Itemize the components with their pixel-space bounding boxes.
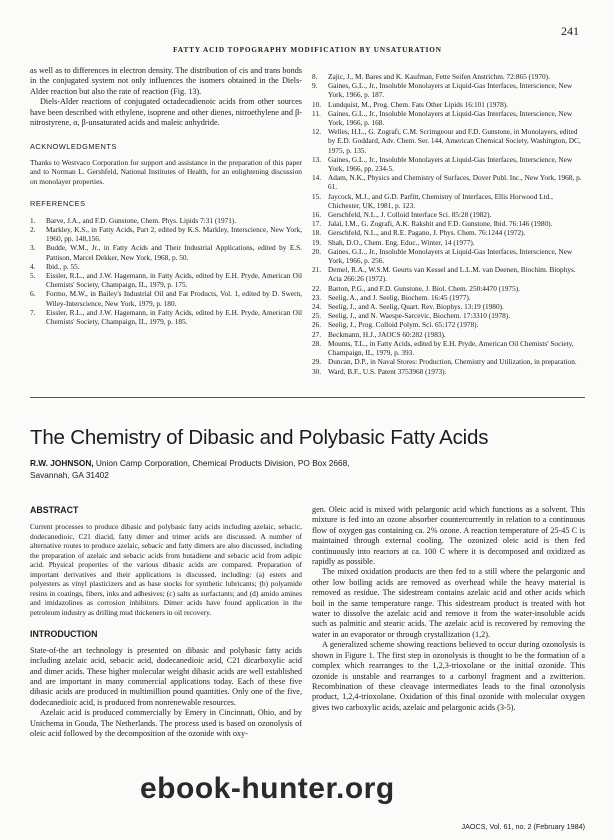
ack-text: Thanks to Westvaco Corporation for support and assistance in the preparation of this paper and to Norman L. Gershfeld, National Institutes of Health, for an enlightening discussion on monolayer properties. [30,157,302,186]
reference-number: 5. [30,270,36,280]
author-block [30,458,450,481]
reference-item [30,243,302,261]
reference-number: 18. [312,228,322,238]
reference-item [30,308,302,326]
reference-item [312,302,585,311]
reference-number: 9. [312,81,318,91]
reference-text: Markley, K.S., in Fatty Acids, Part 2, edited by K.S. Markley, Interscience, New York, 1960, pp. 148,156. [46,224,302,244]
reference-text: Barton, P.G., and F.D. Gunstone, J. Biol. Chem. 250:4470 (1975). [328,283,520,293]
reference-number: 24. [312,302,322,312]
reference-item [30,289,302,307]
reference-number: 26. [312,320,322,330]
reference-text: Gerschfeld, N.L., and R.E. Pagano, J. Phys. Chem. 76:1244 (1972). [328,228,526,238]
reference-item [312,155,585,173]
reference-number: 4. [30,261,36,271]
reference-number: 6. [30,289,36,299]
reference-text: Ibid., p. 55. [46,261,80,271]
reference-item [312,320,585,329]
reference-text: Welles, H.L., G. Zografi, C.M. Scrimgeour and F.D. Gunstone, in Monolayers, edited by E.D. Goddard, Adv. Chem. Ser. 144, American Chemical Society, Washington, DC, 1975, p. 135. [328,127,581,155]
left-top-column [30,66,302,326]
reference-number: 30. [312,366,322,376]
affiliation: Union Camp Corporation, Chemical Products Division, PO Box 2668, [93,458,350,468]
reference-number: 7. [30,307,36,317]
reference-text: Gaines, G.L., Jr., Insoluble Monolayers at Liquid-Gas Interfaces, Interscience, New York, 1966, p. 256. [328,246,573,266]
reference-number: 17. [312,219,322,229]
reference-text: Adam, N.K., Physics and Chemistry of Surfaces, Dover Publ. Inc., New York, 1968, p. 61. [328,173,582,192]
references-heading: REFERENCES [30,199,86,209]
reference-item [312,100,585,109]
paragraph: The mixed oxidation products are then fed to a still where the pelargonic and other low boiling acids are removed as overhead while the heavy material is removed as residue. The sidestream contains azelaic acid and other acids which boil in the same temperature range. This sidestream product is treated with hot water to dissolve the azelaic acid and remove it from the water-insoluble acids such as palmitic and stearic acids. The azelaic acid is recovered by removing the water in an evaporator or through crystallization (1,2). [312,567,585,639]
paragraph: State-of-the art technology is presented on dibasic and polybasic fatty acids including azelaic acid, sebacic acid, dodecanedioic acid, C21 dicarboxylic acid and dimer acids. These higher molecular weight dibasic acids are well established and are important in many commercial applications today. Each of these five dibasic acids are produced in multimillion pound quantities. Only one of the five, dodecanedioic acid, is produced from nonrenewable resources. [30,645,302,707]
reference-item [312,219,585,228]
reference-text: Budde, W.M., Jr., in Fatty Acids and Their Industrial Applications, edited by E.S. Pattison, Marcel Dekker, New York, 1968, p. 50. [46,243,302,262]
paragraph: Diels-Alder reactions of conjugated octadecadienoic acids from other sources have been described with ethylene, isoprene and other dienes, nitroethylene and β-nitrostyrene, α, β-unsaturated acids and maleic anhydride. [30,97,302,128]
reference-text: Eissler, R.L., and J.W. Hagemann, in Fatty Acids, edited by E.H. Pryde, American Oil Chemists' Society, Champaign, IL, 1979, p. 175. [46,270,302,290]
reference-item [312,173,585,191]
reference-item [312,284,585,293]
reference-number: 1. [30,215,36,225]
running-head: FATTY ACID TOPOGRAPHY MODIFICATION BY UNSATURATION [173,46,442,54]
reference-text: Demel, R.A., W.S.M. Geurts van Kessel and L.L.M. van Deenen, Biochim. Biophys. Acta 266:26 (1972). [328,265,576,284]
left-bottom-column [30,505,302,739]
reference-item [312,228,585,237]
reference-text: Ward, B.F., U.S. Patent 3753968 (1973). [328,366,447,376]
reference-number: 27. [312,329,322,339]
watermark: ebook-hunter.org [140,772,395,805]
reference-text: Gaines, G.L., Jr., Insoluble Monolayers at Liquid-Gas Interfaces, Interscience, New York, 1966, p. 187. [328,81,573,100]
reference-item [312,357,585,366]
reference-item [312,72,585,81]
reference-item [312,247,585,265]
reference-item [312,81,585,99]
reference-number: 22. [312,283,322,293]
reference-number: 12. [312,127,322,137]
reference-text: Jalal, I.M., G. Zografi, A.K. Rakshit and F.D. Gunstone, Ibid. 76:146 (1980). [328,219,553,229]
reference-item [30,216,302,225]
reference-text: Lundquist, M., Prog. Chem. Fats Other Lipids 16:101 (1978). [328,99,508,109]
reference-item [312,109,585,127]
reference-item [312,192,585,210]
reference-item [312,367,585,376]
reference-number: 20. [312,246,322,256]
reference-list-right [312,72,585,376]
page-number: 241 [561,24,579,38]
reference-number: 28. [312,338,322,348]
reference-number: 13. [312,154,322,164]
reference-item [312,311,585,320]
reference-number: 15. [312,191,322,201]
divider [30,397,585,398]
reference-number: 11. [312,108,321,118]
reference-number: 16. [312,210,322,220]
reference-number: 14. [312,173,322,183]
reference-list-left [30,216,302,326]
author-name: R.W. JOHNSON, [30,458,94,468]
reference-text: Duncan, D.P., in Naval Stores: Production, Chemistry and Utilization, in preparation. [328,357,577,367]
reference-item [312,339,585,357]
reference-text: Eissler, R.L., and J.W. Hagemann, in Fatty Acids, edited by E.H. Pryde, American Oil Chemists' Society, Champaign, IL, 1979, p. 185. [46,307,302,326]
reference-item [30,262,302,271]
reference-text: Barve, J.A., and F.D. Gunstone, Chem. Phys. Lipids 7:31 (1971). [46,215,237,225]
reference-item [30,271,302,289]
reference-number: 19. [312,237,322,247]
reference-item [312,293,585,302]
paragraph: as well as to differences in electron density. The distribution of cis and trans bonds in the conjugated system not only influences the isomers obtained in the Diels-Alder reaction but also the rate of reaction (Fig. 13). [30,66,302,96]
abstract-heading: ABSTRACT [30,505,79,515]
paragraph: gen. Oleic acid is mixed with pelargonic acid which functions as a solvent. This mixture is fed into an ozone absorber countercurrently in relation to a continuous flow of oxygen gas containing ca. 2% ozone. A reaction temperature of 25-45 C is maintained through external cooling. The ozonized oleic acid is then fed continuously into reactors at ca. 100 C where it is decomposed and oxidized as rapidly as possible. [312,505,585,567]
right-top-column [312,72,585,376]
paragraph: Azelaic acid is produced commercially by Emery in Cincinnati, Ohio, and by Unichema in Gouda, The Netherlands. The process used is based on ozonolysis of oleic acid followed by the decomposition of the ozonide with oxy- [30,708,302,739]
right-bottom-column [312,505,585,713]
reference-item [312,210,585,219]
reference-text: Gaines, G.L., Jr., Insoluble Monolayers at Liquid-Gas Interfaces, Interscience, New York, 1966, pp. 234-5. [328,154,573,174]
reference-number: 8. [312,72,318,81]
reference-text: Seelig, J., and A. Seelig, Quart. Rev. Biophys. 13:19 (1980). [328,302,504,312]
reference-item [312,238,585,247]
paragraph: A generalized scheme showing reactions believed to occur during ozonolysis is shown in Figure 1. The first step in ozonolysis is thought to be the formation of a complex which rearranges to the 1,2,3-trioxolane or the initial ozonide. This ozonide is unstable and rearranges to a carbonyl fragment and a zwitterion. Recombination of these cleavage intermediates leads to the final ozonolysis product, 1,2,4-trioxolane. Oxidation of this final ozonide with molecular oxygen gives two carboxylic acids, azelaic and pelargonic acids (3-5). [312,640,585,712]
reference-number: 10. [312,99,322,109]
reference-item [312,127,585,155]
reference-number: 3. [30,243,36,253]
reference-text: Formo, M.W., in Bailey's Industrial Oil and Fat Products, Vol. 1, edited by D. Swern, Wiley-Interscience, New York, 1979, p. 180. [46,289,302,308]
reference-item [312,265,585,283]
abstract-text: Current processes to produce dibasic and polybasic fatty acids including azelaic, sebacic, dodecanedioic, C21 diacid, fatty dimer and trimer acids are discussed. A number of alternative routes to produce azelaic, sebacic and fatty dimers are also discussed, including the preparation of azelaic and sebacic acids from butadiene and sebacic acid from adipic acid. Physical properties of the various dibasic acids are compared. Preparation of important derivatives and their applications is discussed, including: (a) esters and polyesters as vinyl plasticizers and as base stocks for synthetic lubricants; (b) polyamide resins in coatings, fibers, inks and adhesives; (c) salts as surfactants; and (d) amido amines and imidazolines as corrosion inhibitors. Dimer acids have found application in the petroleum industry as drilling mud thickeners in oil recovery. [30,522,302,617]
reference-text: Zajic, J., M. Bares and K. Kaufman, Fette Seifen Anstrichm. 72:865 (1970). [328,72,550,81]
reference-number: 2. [30,224,36,234]
reference-text: Shah, D.O., Chem. Eng. Educ., Winter, 14 (1977). [328,237,475,247]
reference-text: Seelig, J., Prog. Colloid Polym. Sci. 65:172 (1978). [328,320,479,330]
introduction-heading: INTRODUCTION [30,629,98,640]
reference-text: Gaines, G.L., Jr., Insoluble Monolayers at Liquid-Gas Interfaces, Interscience, New York, 1966, p. 168. [328,108,573,128]
reference-number: 29. [312,357,322,367]
city: Savannah, GA 31402 [30,469,109,480]
reference-text: Gerschfeld, N.L., J. Colloid Interface Sci. 85:28 (1982). [328,210,492,220]
reference-text: Jaycock, M.J., and G.D. Parfitt, Chemistry of Interfaces, Ellis Horwood Ltd., Chichester, UK, 1981, p. 123. [328,191,553,210]
journal-footer: JAOCS, Vol. 61, no. 2 (February 1984) [461,822,585,831]
reference-text: Beckmann, H.J., JAOCS 60:282 (1983). [328,329,446,339]
reference-item [312,330,585,339]
article-title: The Chemistry of Dibasic and Polybasic Fatty Acids [30,426,489,449]
reference-number: 25. [312,311,322,321]
ack-heading: ACKNOWLEDGMENTS [30,142,117,152]
reference-text: Seelig, J., and N. Waespe-Sarcevic, Biochem. 17:3310 (1978). [328,311,511,321]
reference-text: Mounts, T.L., in Fatty Acids, edited by E.H. Pryde, American Oil Chemists' Society, Champaign, IL, 1979, p. 393. [328,338,574,358]
reference-text: Seelig, A., and J. Seelig, Biochem. 16:45 (1977). [328,292,471,302]
reference-number: 21. [312,265,322,275]
reference-item [30,225,302,243]
reference-number: 23. [312,292,322,302]
